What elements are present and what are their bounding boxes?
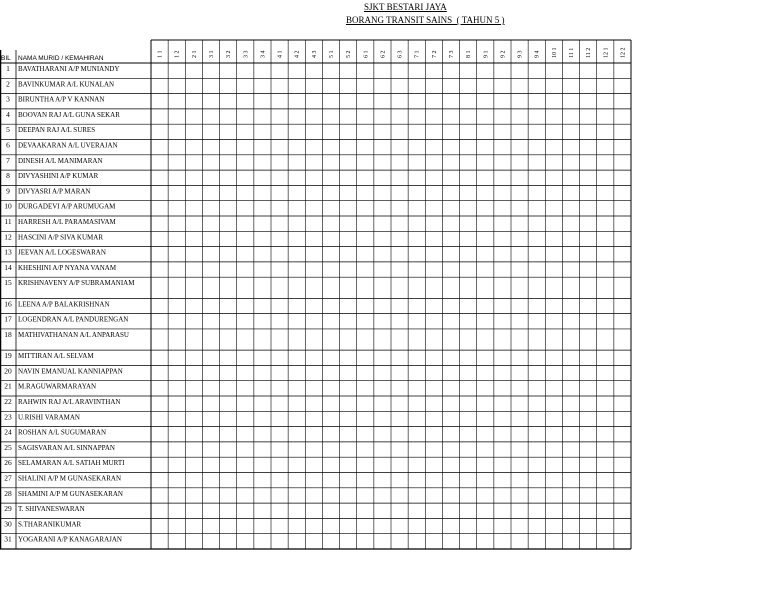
row-number: 4 xyxy=(6,109,10,119)
row-number: 23 xyxy=(4,412,12,422)
skill-column-header: 6 1 xyxy=(363,50,370,58)
student-name: SHAMINI A/P M GUNASEKARAN xyxy=(18,489,123,498)
school-title: SJKT BESTARI JAYA xyxy=(364,2,447,12)
student-name: DIVYASRI A/P MARAN xyxy=(18,187,91,196)
student-name: M.RAGUWARMARAYAN xyxy=(18,382,97,391)
student-name: NAVIN EMANUAL KANNIAPPAN xyxy=(18,367,123,376)
skill-column-header: 6 3 xyxy=(397,50,404,58)
bil-header: BIL xyxy=(1,55,11,62)
row-number: 7 xyxy=(6,155,10,165)
skill-column-header: 9 1 xyxy=(483,50,490,58)
row-number: 16 xyxy=(4,299,12,309)
skill-column-header: 11 1 xyxy=(569,47,575,58)
skill-column-header: 9 3 xyxy=(517,50,524,58)
row-number: 13 xyxy=(4,247,12,257)
student-name: LOGENDRAN A/L PANDURENGAN xyxy=(18,315,129,324)
student-name: DIVYASHINI A/P KUMAR xyxy=(18,172,99,181)
skill-column-header: 12 2 xyxy=(620,47,627,58)
row-number: 20 xyxy=(4,366,12,376)
student-name: KRISHNAVENY A/P SUBRAMANIAM xyxy=(18,279,135,288)
row-number: 17 xyxy=(4,314,12,324)
student-name: U.RISHI VARAMAN xyxy=(18,413,80,422)
row-number: 21 xyxy=(4,381,12,391)
student-name: ROSHAN A/L SUGUMARAN xyxy=(18,428,107,437)
row-number: 12 xyxy=(4,232,12,242)
row-number: 9 xyxy=(6,186,10,196)
row-number: 6 xyxy=(6,140,10,150)
row-number: 3 xyxy=(6,94,10,104)
row-number: 24 xyxy=(4,427,12,437)
student-name: MATHIVATHANAN A/L ANPARASU xyxy=(18,330,129,339)
row-number: 28 xyxy=(4,488,12,498)
skill-column-header: 6 2 xyxy=(380,50,387,58)
skill-column-header: 9 2 xyxy=(500,50,507,58)
skill-column-header: 11 2 xyxy=(586,47,593,58)
skill-column-header: 5 2 xyxy=(346,50,353,58)
skill-column-header: 4 3 xyxy=(311,50,318,58)
skill-column-header: 4 2 xyxy=(294,50,301,58)
row-number: 18 xyxy=(4,329,12,339)
skill-column-header: 2 1 xyxy=(191,50,198,58)
student-name: DURGADEVI A/P ARUMUGAM xyxy=(18,202,116,211)
row-number: 10 xyxy=(4,201,12,211)
skill-column-header: 3 2 xyxy=(226,50,233,58)
student-name: BAVATHARANI A/P MUNIANDY xyxy=(18,65,120,73)
skill-column-header: 3 1 xyxy=(209,50,215,58)
row-number: 31 xyxy=(4,534,12,544)
student-name: T. SHIVANESWARAN xyxy=(18,505,85,514)
student-name: SAGISVARAN A/L SINNAPPAN xyxy=(18,443,115,452)
skill-column-header: 7 3 xyxy=(449,50,455,58)
row-number: 29 xyxy=(4,504,12,514)
row-number: 26 xyxy=(4,458,12,468)
skill-column-header: 1 1 xyxy=(157,50,164,58)
skill-column-header: 1 2 xyxy=(174,50,181,58)
row-number: 19 xyxy=(4,351,12,361)
row-number: 15 xyxy=(4,278,12,288)
student-name: DINESH A/L MANIMARAN xyxy=(18,156,103,165)
row-number: 14 xyxy=(4,262,12,272)
row-number: 27 xyxy=(4,473,12,483)
skill-column-header: 9 4 xyxy=(534,50,541,58)
skill-column-header: 10 1 xyxy=(551,47,558,58)
row-number: 8 xyxy=(6,171,10,181)
student-name: YOGARANI A/P KANAGARAJAN xyxy=(18,535,122,544)
student-name: HARRESH A/L PARAMASIVAM xyxy=(18,218,116,227)
skill-column-header: 3 4 xyxy=(260,50,267,58)
skill-column-header: 4 1 xyxy=(277,50,284,58)
student-name: MITTIRAN A/L SELVAM xyxy=(18,352,94,361)
skill-column-header: 5 1 xyxy=(329,50,335,58)
row-number: 5 xyxy=(6,125,10,135)
row-number: 11 xyxy=(4,217,12,227)
student-name: DEVAAKARAN A/L UVERAJAN xyxy=(18,141,118,150)
skill-column-header: 3 3 xyxy=(243,50,250,58)
student-name: DEEPAN RAJ A/L SURES xyxy=(18,126,96,135)
student-name: KHESHINI A/P NYANA VANAM xyxy=(18,263,117,272)
student-name: SELAMARAN A/L SATIAH MURTI xyxy=(18,459,125,468)
student-name: RAHWIN RAJ A/L ARAVINTHAN xyxy=(18,397,121,406)
row-number: 30 xyxy=(4,519,12,529)
row-number: 2 xyxy=(6,79,10,89)
name-header: NAMA MURID / KEMAHIRAN xyxy=(18,55,104,62)
skill-column-header: 12 1 xyxy=(603,47,610,58)
student-name: BOOVAN RAJ A/L GUNA SEKAR xyxy=(18,110,120,119)
student-name: LEENA A/P BALAKRISHNAN xyxy=(18,300,110,309)
row-number: 22 xyxy=(4,396,12,406)
row-number: 1 xyxy=(6,64,10,73)
skill-column-header: 8 1 xyxy=(466,50,473,58)
form-title: BORANG TRANSIT SAINS ( TAHUN 5 ) xyxy=(346,15,505,25)
student-name: BIRUNTHA A/P V KANNAN xyxy=(18,95,105,104)
student-name: SHALINI A/P M GUNASEKARAN xyxy=(18,474,121,483)
student-name: BAVINKUMAR A/L KUNALAN xyxy=(18,80,115,89)
skill-column-header: 7 1 xyxy=(414,50,421,58)
row-number: 25 xyxy=(4,442,12,452)
student-name: S.THARANIKUMAR xyxy=(18,520,82,529)
student-name: HASCINI A/P SIVA KUMAR xyxy=(18,233,103,242)
skill-column-header: 7 2 xyxy=(431,50,438,58)
student-name: JEEVAN A/L LOGESWARAN xyxy=(18,248,106,257)
